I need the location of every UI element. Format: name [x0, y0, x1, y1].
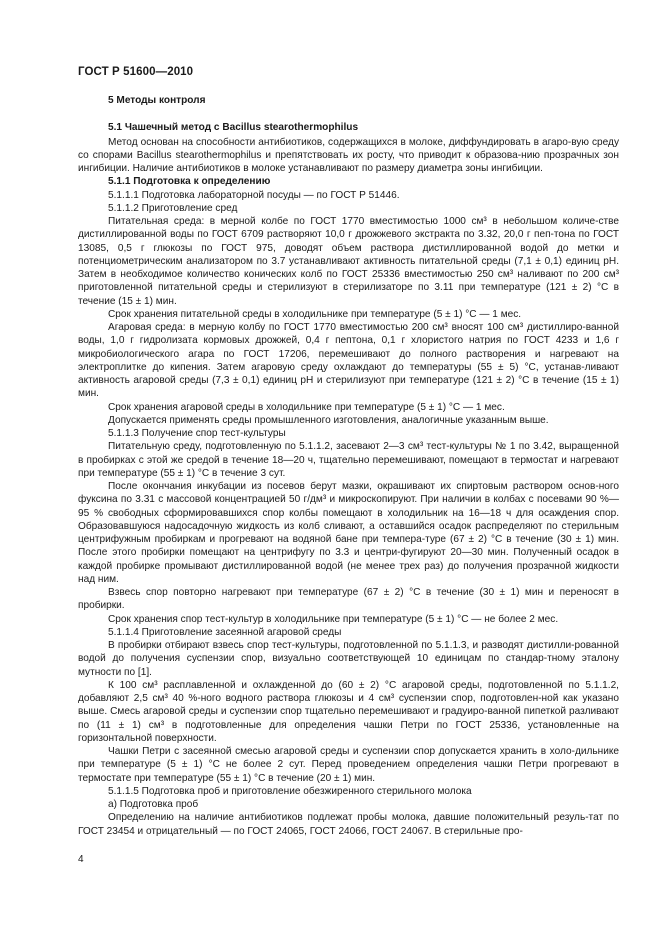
paragraph-industrial-media: Допускается применять среды промышленного изготовления, аналогичные указанным выше.: [108, 414, 549, 426]
paragraph-incubation: После окончания инкубации из посевов берут мазки, окрашивают их спиртовым раствором основ-ного фуксина по 3.31 с массовой концентрацией 50 г/дм³ и микроскопируют. При наличии в колбах с посевами 90 %—95 % свободных сформировавшихся спор колбы помещают в холодильник на 16—18 ч для осаждения спор. Образовавшуюся надосадочную жидкость из колб сливают, а оставшийся осадок распределяют по стерильным центрифужным пробиркам и прогревают на водяной бане при темпера-туре (67 ± 2) °С в течение (30 ± 1) мин. После этого пробирки помещают на центрифугу по 3.3 и центри-фугируют 20—30 мин. Полученный осадок в каждой пробирке промывают дистиллированной водой (не менее трех раз) до получения прозрачной жидкости над ним.: [78, 481, 619, 585]
paragraph-spore-suspension: В пробирки отбирают взвесь спор тест-культуры, подготовленной по 5.1.1.3, и разводят дистилли-рованной водой до получения суспензии спор, визуально соответствующей 10 единицам по стандар-тному эталону мутности по [1].: [78, 640, 619, 678]
clause-5-1-1-5: 5.1.1.5 Подготовка проб и приготовление обезжиренного стерильного молока: [108, 785, 472, 797]
page-number: 4: [78, 854, 84, 865]
paragraph-nutrient-medium: Питательная среда: в мерной колбе по ГОСТ 1770 вместимостью 1000 см³ в небольшом количе-стве дистиллированной воды по ГОСТ 6709 растворяют 10,0 г дрожжевого экстракта по 3.32, 20,0 г пеп-тона по ГОСТ 13085, 0,5 г глюкозы по ГОСТ 975, доводят объем раствора дистиллированной водой до метки и потенциометрическим анализатором по 3.7 устанавливают активность питательной среды (7,1 ± 0,1) единиц рН. Затем в необходимое количество конических колб по ГОСТ 25336 вместимостью 250 см³ наливают по 200 см³ приготовленной питательной среды и стерилизуют в стерилизаторе по 3.11 при температуре (121 ± 2) °С в течение (15 ± 1) мин.: [78, 216, 619, 307]
clause-5-1-1-1: 5.1.1.1 Подготовка лабораторной посуды — по ГОСТ Р 51446.: [108, 189, 400, 201]
section-heading: 5 Методы контроля: [108, 95, 206, 106]
paragraph-agar-medium: Агаровая среда: в мерную колбу по ГОСТ 1770 вместимостью 200 см³ вносят 100 см³ дистиллиро-ванной воды, 1,0 г гидролизата кормовых дрожжей, 0,4 г пептона, 0,1 г хлористого натрия по ГОСТ 4233 и 1,6 г микробиологического агара по ГОСТ 17206, перемешивают до полного растворения и нагревают на электроплитке до кипения. Затем агаровую среду охлаждают до температуры (55 ± 5) °С, устанав-ливают активность агаровой среды (7,3 ± 0,1) единиц рН и стерилизуют при температуре (121 ± 2) °С в течение (15 ± 1) мин.: [78, 322, 619, 400]
clause-5-1-1-2: 5.1.1.2 Приготовление сред: [108, 202, 238, 214]
clause-5-1-1-4: 5.1.1.4 Приготовление засеянной агаровой среды: [108, 626, 342, 638]
paragraph-sample-testing: Определению на наличие антибиотиков подлежат пробы молока, давшие положительный резуль-тат по ГОСТ 23454 и отрицательный — по ГОСТ 24065, ГОСТ 24066, ГОСТ 24067. В стерильные про-: [78, 812, 619, 837]
paragraph-agar-mixing: К 100 см³ расплавленной и охлажденной до (60 ± 2) °С агаровой среды, подготовленной по 5.1.1.2, добавляют 2,5 см³ 40 %-ного водного раствора глюкозы и 4 см³ суспензии спор, подготовлен-ной как указано выше. Смесь агаровой среды и суспензии спор тщательно перемешивают и градуиро-ванной пипеткой разливают по (11 ± 1) см³ в подготовленные для определения чашки Петри по ГОСТ 25336, установленные на горизонтальной поверхности.: [78, 679, 619, 744]
clause-heading-5-1-1: 5.1.1 Подготовка к определению: [108, 176, 271, 188]
paragraph-method-description: Метод основан на способности антибиотиков, содержащихся в молоке, диффундировать в агаро-вую среду со спорами Bacillus stearothermophilus и препятствовать их росту, что приводит к образова-нию прозрачных зон ингибиции. Наличие антибиотиков в молоке устанавливают по размеру диаметра зоны ингибиции.: [78, 136, 619, 174]
paragraph-nutrient-storage: Срок хранения питательной среды в холодильнике при температуре (5 ± 1) °С — 1 мес.: [108, 308, 522, 320]
item-a-sample-prep: а) Подготовка проб: [108, 799, 199, 810]
clause-5-1-1-3: 5.1.1.3 Получение спор тест-культуры: [108, 428, 286, 439]
paragraph-petri-storage: Чашки Петри с засеянной смесью агаровой среды и суспензии спор допускается хранить в холо-дильнике при температуре (5 ± 1) °С не более 2 сут. Перед проведением определения чашки Петри прогревают в термостате при температуре (55 ± 1) °С в течение (20 ± 1) мин.: [78, 746, 619, 784]
subsection-heading: 5.1 Чашечный метод с Bacillus stearothermophilus: [108, 122, 359, 134]
paragraph-inoculation: Питательную среду, подготовленную по 5.1.1.2, засевают 2—3 см³ тест-культуры № 1 по 3.42, выращенной в пробирках с этой же средой в течение 18—20 ч, тщательно перемешивают, помещают в термостат и нагревают при температуре (55 ± 1) °С в течение 3 сут.: [78, 441, 619, 479]
paragraph-agar-storage: Срок хранения агаровой среды в холодильнике при температуре (5 ± 1) °С — 1 мес.: [108, 401, 505, 413]
document-body: [78, 94, 619, 838]
paragraph-spore-reheat: Взвесь спор повторно нагревают при температуре (67 ± 2) °С в течение (30 ± 1) мин и переносят в пробирки.: [78, 587, 619, 612]
document-code-header: ГОСТ Р 51600—2010: [78, 66, 194, 78]
paragraph-spore-storage: Срок хранения спор тест-культур в холодильнике при температуре (5 ± 1) °С — не более 2 мес.: [108, 613, 559, 625]
